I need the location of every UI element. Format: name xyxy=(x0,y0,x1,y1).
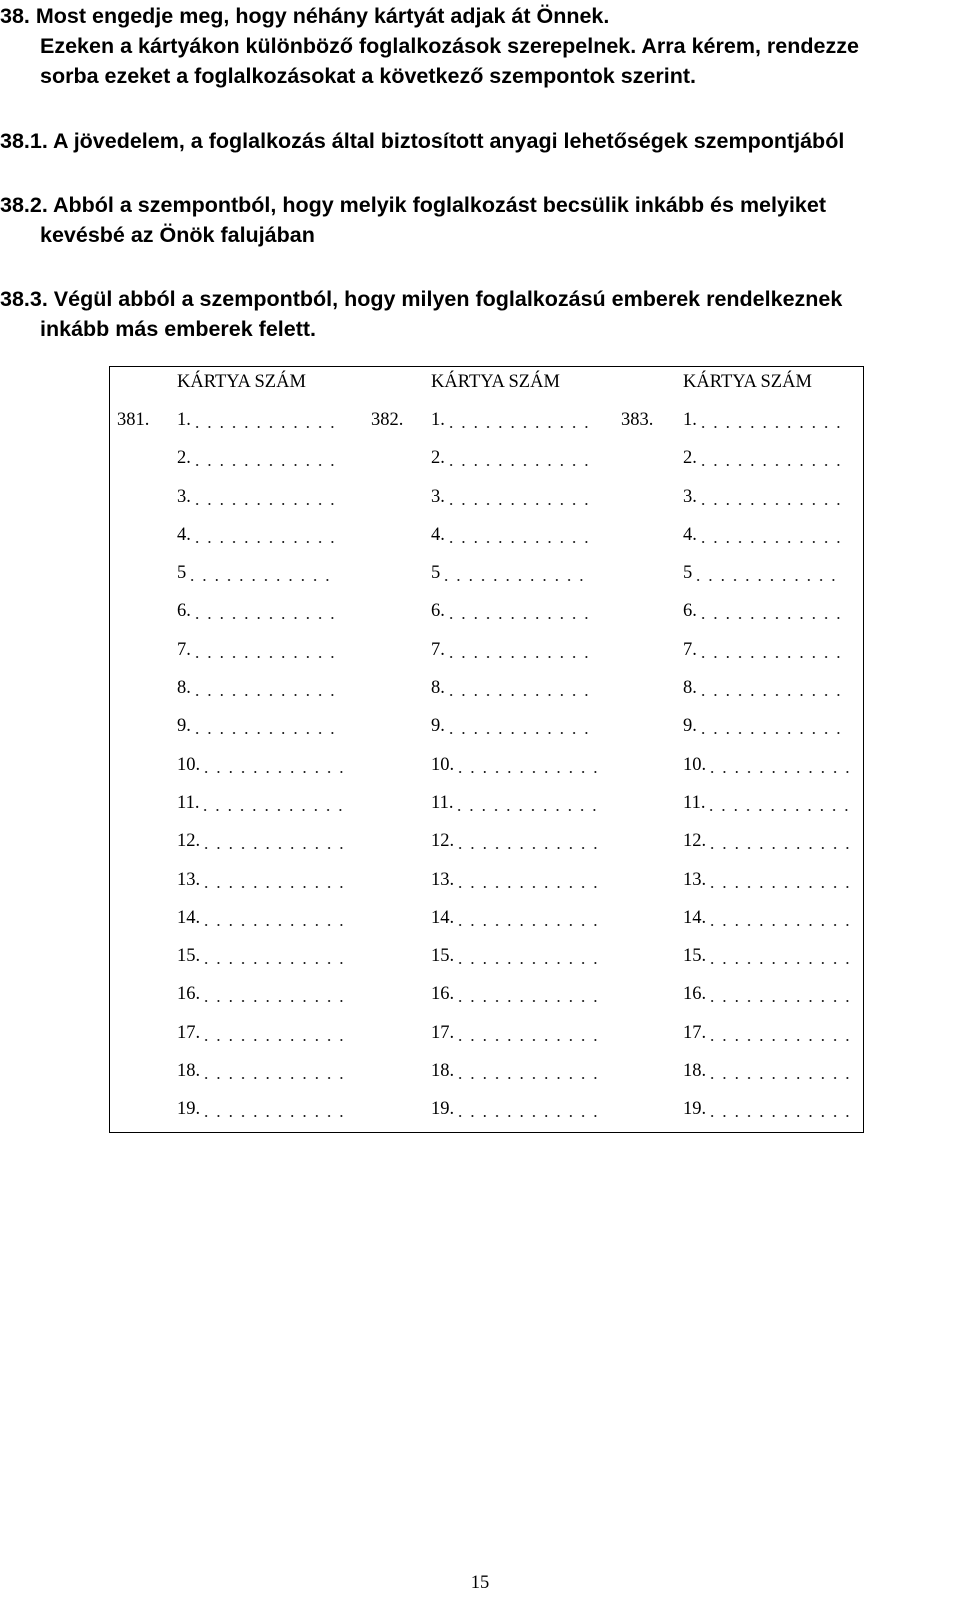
rank-row xyxy=(431,905,616,943)
rank-number: 7. xyxy=(683,639,697,660)
column-header: KÁRTYA SZÁM xyxy=(683,372,812,392)
question-text-line: Ezeken a kártyákon különböző foglalkozások szerepelnek. Arra kérem, rendezze xyxy=(40,34,859,58)
rank-row xyxy=(683,1058,868,1096)
rank-number: 9. xyxy=(177,716,191,737)
rank-row xyxy=(431,407,616,445)
rank-row xyxy=(431,522,616,560)
rank-row xyxy=(177,752,362,790)
rank-row xyxy=(683,790,868,828)
rank-row xyxy=(431,445,616,483)
rank-number: 12. xyxy=(431,831,455,852)
rank-number: 4. xyxy=(683,524,697,545)
card-number-entry-field[interactable] xyxy=(454,1096,602,1122)
card-number-entry-field[interactable] xyxy=(445,522,593,548)
rank-number: 19. xyxy=(431,1099,455,1120)
card-number-entry-field[interactable] xyxy=(454,905,602,931)
rank-number: 8. xyxy=(177,678,191,699)
rank-row xyxy=(683,713,868,751)
rank-row xyxy=(431,867,616,905)
rank-row xyxy=(683,1020,868,1058)
rank-row xyxy=(683,407,868,445)
rank-number: 18. xyxy=(683,1061,707,1082)
rank-number: 8. xyxy=(683,678,697,699)
card-number-entry-field[interactable] xyxy=(705,790,853,816)
question-title: 38. Most engedje meg, hogy néhány kártyát adjak át Önnek. xyxy=(0,4,610,28)
rank-number: 14. xyxy=(177,907,201,928)
rank-row xyxy=(431,1020,616,1058)
card-number-entry-field[interactable] xyxy=(445,445,593,471)
rank-number: 7. xyxy=(177,639,191,660)
rank-row xyxy=(683,867,868,905)
rank-row xyxy=(177,905,362,943)
rank-number: 10. xyxy=(683,754,707,775)
rank-number: 3. xyxy=(683,486,697,507)
rank-row xyxy=(177,867,362,905)
answer-column-381 xyxy=(110,367,360,1132)
rank-number: 13. xyxy=(683,869,707,890)
card-number-entry-field[interactable] xyxy=(706,1020,854,1046)
rank-number: 17. xyxy=(177,1022,201,1043)
answer-column-383 xyxy=(616,367,866,1132)
card-number-entry-field[interactable] xyxy=(445,637,593,663)
answer-column-382 xyxy=(364,367,614,1132)
card-number-entry-field[interactable] xyxy=(191,407,339,433)
rank-row xyxy=(683,943,868,981)
rank-number: 7. xyxy=(431,639,445,660)
card-number-entry-field[interactable] xyxy=(706,752,854,778)
rank-number: 2. xyxy=(431,448,445,469)
rank-number: 12. xyxy=(177,831,201,852)
rank-row xyxy=(177,981,362,1019)
rank-number: 19. xyxy=(177,1099,201,1120)
rank-number: 6. xyxy=(177,601,191,622)
rank-row xyxy=(177,1096,362,1134)
question-code: 382. xyxy=(371,410,404,430)
card-number-entry-field[interactable] xyxy=(191,675,339,701)
rank-number: 16. xyxy=(177,984,201,1005)
rank-row xyxy=(177,407,362,445)
rank-row xyxy=(177,560,362,598)
rank-number: 11. xyxy=(177,792,200,813)
card-number-entry-field[interactable] xyxy=(697,598,845,624)
rank-row xyxy=(177,637,362,675)
rank-row xyxy=(683,445,868,483)
rank-number: 10. xyxy=(177,754,201,775)
subquestion-38-2: 38.2. Abból a szempontból, hogy melyik foglalkozást becsülik inkább és melyiket xyxy=(0,193,826,217)
rank-row xyxy=(431,1096,616,1134)
rank-row xyxy=(683,675,868,713)
rank-number: 17. xyxy=(683,1022,707,1043)
subquestion-38-3-continuation: inkább más emberek felett. xyxy=(40,317,317,341)
question-text-line: sorba ezeket a foglalkozásokat a következő szempontok szerint. xyxy=(40,64,696,88)
card-number-entry-field[interactable] xyxy=(445,713,593,739)
rank-number: 15. xyxy=(431,946,455,967)
card-number-entry-field[interactable] xyxy=(200,1096,348,1122)
rank-row xyxy=(683,637,868,675)
card-number-entry-field[interactable] xyxy=(453,790,601,816)
rank-row xyxy=(177,484,362,522)
card-number-entry-field[interactable] xyxy=(199,790,347,816)
rank-row xyxy=(683,522,868,560)
card-number-entry-field[interactable] xyxy=(200,943,348,969)
card-number-entry-field[interactable] xyxy=(440,560,588,586)
card-number-entry-field[interactable] xyxy=(200,1020,348,1046)
rank-row xyxy=(431,828,616,866)
rank-number: 3. xyxy=(177,486,191,507)
subquestion-38-1: 38.1. A jövedelem, a foglalkozás által biztosított anyagi lehetőségek szempontjából xyxy=(0,129,845,153)
card-number-entry-field[interactable] xyxy=(454,1058,602,1084)
rank-number: 5 xyxy=(177,563,187,584)
card-number-entry-field[interactable] xyxy=(191,522,339,548)
rank-number: 19. xyxy=(683,1099,707,1120)
rank-number: 5 xyxy=(683,563,693,584)
rank-row xyxy=(431,943,616,981)
rank-row xyxy=(431,713,616,751)
rank-number: 18. xyxy=(431,1061,455,1082)
rank-number: 16. xyxy=(431,984,455,1005)
card-number-entry-field[interactable] xyxy=(191,637,339,663)
question-code: 383. xyxy=(621,410,654,430)
card-number-entry-field[interactable] xyxy=(454,828,602,854)
rank-number: 5 xyxy=(431,563,441,584)
rank-row xyxy=(177,598,362,636)
rank-list xyxy=(683,407,868,1135)
rank-list xyxy=(177,407,362,1135)
rank-row xyxy=(431,790,616,828)
card-number-entry-field[interactable] xyxy=(697,445,845,471)
rank-number: 6. xyxy=(683,601,697,622)
rank-number: 17. xyxy=(431,1022,455,1043)
rank-number: 2. xyxy=(683,448,697,469)
rank-row xyxy=(683,560,868,598)
rank-row xyxy=(683,905,868,943)
rank-number: 15. xyxy=(177,946,201,967)
card-number-entry-field[interactable] xyxy=(706,981,854,1007)
card-number-entry-field[interactable] xyxy=(706,943,854,969)
rank-row xyxy=(177,522,362,560)
rank-number: 1. xyxy=(431,410,445,430)
subquestion-38-3: 38.3. Végül abból a szempontból, hogy milyen foglalkozású emberek rendelkeznek xyxy=(0,287,843,311)
rank-row xyxy=(683,752,868,790)
card-number-entry-field[interactable] xyxy=(191,713,339,739)
rank-number: 10. xyxy=(431,754,455,775)
rank-row xyxy=(177,713,362,751)
card-number-entry-field[interactable] xyxy=(200,828,348,854)
rank-row xyxy=(431,484,616,522)
card-number-entry-field[interactable] xyxy=(200,867,348,893)
rank-number: 11. xyxy=(431,792,454,813)
page-number: 15 xyxy=(470,1573,490,1593)
column-header: KÁRTYA SZÁM xyxy=(431,372,560,392)
card-number-entry-field[interactable] xyxy=(454,943,602,969)
card-number-entry-field[interactable] xyxy=(454,1020,602,1046)
card-number-entry-field[interactable] xyxy=(445,598,593,624)
card-number-entry-field[interactable] xyxy=(445,484,593,510)
card-number-entry-field[interactable] xyxy=(706,1096,854,1122)
rank-list xyxy=(431,407,616,1135)
rank-row xyxy=(177,790,362,828)
rank-number: 13. xyxy=(431,869,455,890)
card-number-entry-field[interactable] xyxy=(200,905,348,931)
rank-row xyxy=(431,675,616,713)
rank-row xyxy=(683,981,868,1019)
rank-row xyxy=(431,598,616,636)
card-number-entry-field[interactable] xyxy=(454,981,602,1007)
rank-number: 1. xyxy=(683,410,697,430)
rank-number: 9. xyxy=(431,716,445,737)
rank-row xyxy=(431,981,616,1019)
card-number-entry-field[interactable] xyxy=(697,675,845,701)
rank-row xyxy=(683,598,868,636)
card-number-entry-field[interactable] xyxy=(200,1058,348,1084)
rank-row xyxy=(177,828,362,866)
card-number-entry-field[interactable] xyxy=(445,407,593,433)
rank-row xyxy=(177,1058,362,1096)
card-number-entry-field[interactable] xyxy=(186,560,334,586)
card-number-entry-field[interactable] xyxy=(191,484,339,510)
card-number-entry-field[interactable] xyxy=(454,867,602,893)
rank-number: 13. xyxy=(177,869,201,890)
card-number-entry-field[interactable] xyxy=(697,713,845,739)
card-number-entry-field[interactable] xyxy=(191,598,339,624)
rank-number: 2. xyxy=(177,448,191,469)
rank-row xyxy=(431,637,616,675)
card-ranking-answer-box xyxy=(109,366,864,1133)
card-number-entry-field[interactable] xyxy=(706,1058,854,1084)
rank-row xyxy=(177,1020,362,1058)
rank-number: 14. xyxy=(431,907,455,928)
card-number-entry-field[interactable] xyxy=(697,484,845,510)
rank-row xyxy=(431,752,616,790)
card-number-entry-field[interactable] xyxy=(706,828,854,854)
column-header: KÁRTYA SZÁM xyxy=(177,372,306,392)
rank-number: 4. xyxy=(177,524,191,545)
rank-row xyxy=(431,560,616,598)
card-number-entry-field[interactable] xyxy=(445,675,593,701)
card-number-entry-field[interactable] xyxy=(200,981,348,1007)
card-number-entry-field[interactable] xyxy=(454,752,602,778)
rank-number: 11. xyxy=(683,792,706,813)
card-number-entry-field[interactable] xyxy=(200,752,348,778)
rank-number: 3. xyxy=(431,486,445,507)
rank-row xyxy=(177,943,362,981)
rank-row xyxy=(683,484,868,522)
rank-row xyxy=(431,1058,616,1096)
card-number-entry-field[interactable] xyxy=(706,905,854,931)
rank-number: 14. xyxy=(683,907,707,928)
rank-number: 4. xyxy=(431,524,445,545)
subquestion-38-2-continuation: kevésbé az Önök falujában xyxy=(40,223,315,247)
rank-number: 8. xyxy=(431,678,445,699)
rank-row xyxy=(177,445,362,483)
card-number-entry-field[interactable] xyxy=(191,445,339,471)
rank-row xyxy=(683,828,868,866)
rank-number: 18. xyxy=(177,1061,201,1082)
card-number-entry-field[interactable] xyxy=(697,407,845,433)
rank-number: 9. xyxy=(683,716,697,737)
rank-number: 1. xyxy=(177,410,191,430)
rank-number: 12. xyxy=(683,831,707,852)
rank-number: 15. xyxy=(683,946,707,967)
rank-row xyxy=(177,675,362,713)
rank-row xyxy=(683,1096,868,1134)
card-number-entry-field[interactable] xyxy=(697,522,845,548)
card-number-entry-field[interactable] xyxy=(697,637,845,663)
card-number-entry-field[interactable] xyxy=(692,560,840,586)
question-code: 381. xyxy=(117,410,150,430)
rank-number: 16. xyxy=(683,984,707,1005)
card-number-entry-field[interactable] xyxy=(706,867,854,893)
rank-number: 6. xyxy=(431,601,445,622)
